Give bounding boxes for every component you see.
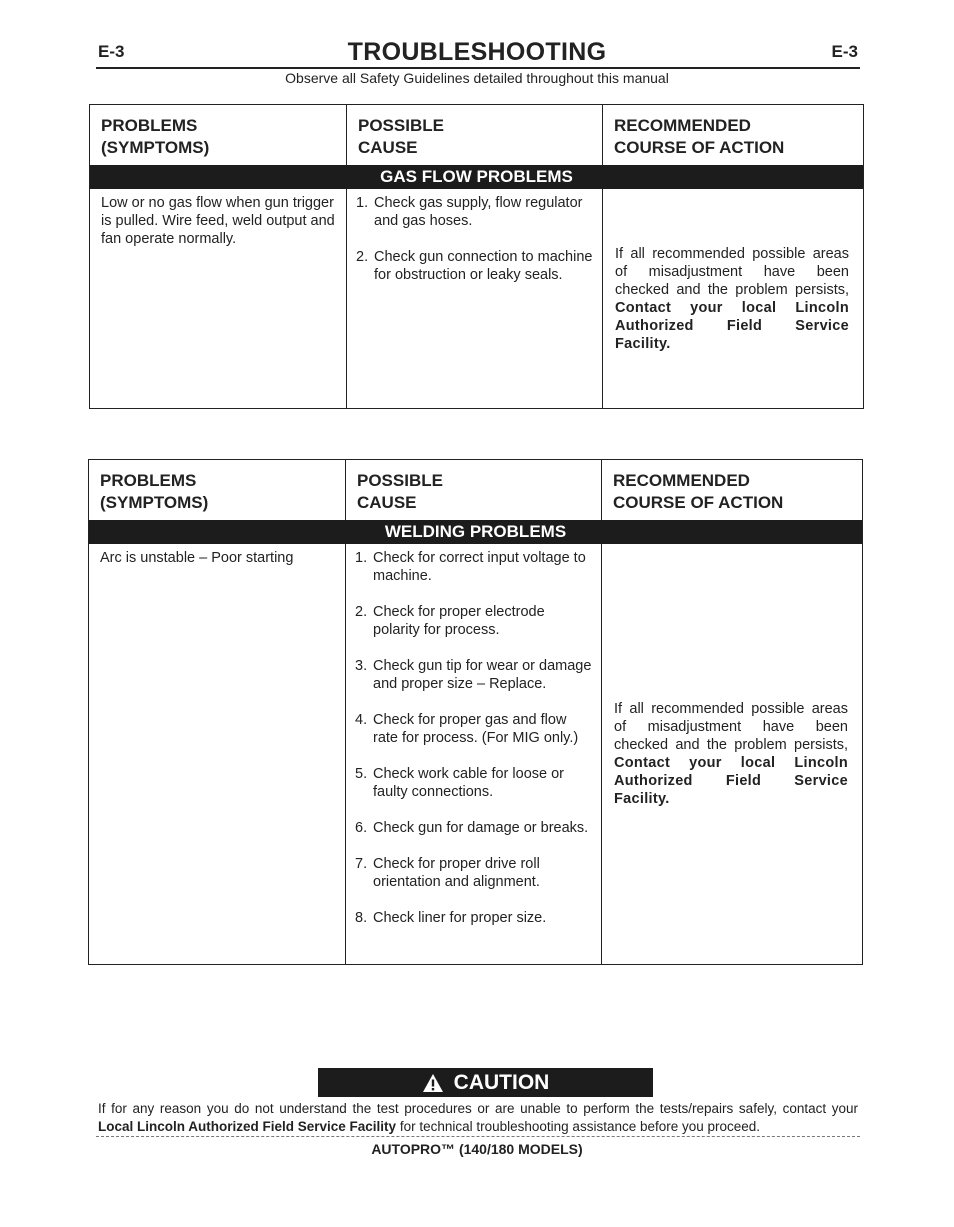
- list-item-number: 1.: [355, 550, 368, 566]
- list-item-text: Check for proper electrode polarity for process.: [373, 604, 545, 638]
- cause-cell: [347, 189, 603, 408]
- list-item-text: Check for proper drive roll orientation and alignment.: [373, 856, 540, 890]
- action-paragraph: [614, 700, 848, 808]
- footer-divider: [96, 1136, 860, 1137]
- list-item: [356, 248, 594, 284]
- list-item: [356, 194, 594, 230]
- action-cell: [603, 189, 863, 408]
- list-item: [355, 855, 593, 891]
- page-number-left: E-3: [98, 42, 125, 61]
- caution-text-before: If for any reason you do not understand the test procedures or are unable to perform the tests/repairs safely, contact your: [98, 1101, 858, 1116]
- header-action: RECOMMENDED COURSE OF ACTION: [613, 471, 784, 512]
- gas-flow-table: [89, 104, 864, 409]
- list-item-number: 2.: [356, 249, 369, 265]
- caution-label: CAUTION: [453, 1070, 550, 1094]
- list-item: [355, 765, 593, 801]
- list-item-text: Check for correct input voltage to machine.: [373, 550, 586, 584]
- table-header-row: [90, 105, 863, 165]
- list-item: [355, 657, 593, 693]
- list-item-text: Check gun tip for wear or damage and proper size – Replace.: [373, 658, 592, 692]
- list-item: [355, 603, 593, 639]
- list-item-text: Check for proper gas and flow rate for process. (For MIG only.): [373, 712, 579, 746]
- list-item-text: Check gun connection to machine for obstruction or leaky seals.: [374, 249, 593, 283]
- page-number-right: E-3: [831, 42, 858, 61]
- header-action: RECOMMENDED COURSE OF ACTION: [614, 116, 785, 157]
- caution-banner: [318, 1068, 653, 1097]
- action-text: If all recommended possible areas of misadjustment have been checked and the problem persists,: [614, 701, 848, 753]
- section-band-gas-flow: GAS FLOW PROBLEMS: [90, 165, 863, 189]
- warning-triangle-icon: [422, 1073, 444, 1093]
- list-item-number: 8.: [355, 910, 368, 926]
- action-contact: Contact your local Lincoln Authorized Field Service Facility.: [614, 755, 848, 807]
- list-item-number: 1.: [356, 195, 369, 211]
- header-problems: PROBLEMS (SYMPTOMS): [89, 460, 346, 520]
- list-item-number: 3.: [355, 658, 368, 674]
- table-row: [89, 544, 862, 964]
- cause-cell: [346, 544, 602, 964]
- list-item-number: 5.: [355, 766, 368, 782]
- caution-text-bold: Local Lincoln Authorized Field Service Facility: [98, 1119, 397, 1134]
- cause-list: [355, 549, 593, 927]
- list-item-number: 6.: [355, 820, 368, 836]
- header-cause: POSSIBLE CAUSE: [347, 105, 603, 165]
- list-item-text: Check gun for damage or breaks.: [373, 820, 589, 836]
- caution-text-after: for technical troubleshooting assistance before you proceed.: [399, 1119, 761, 1134]
- welding-table: [88, 459, 863, 965]
- action-cell: [602, 544, 862, 964]
- section-band-welding: WELDING PROBLEMS: [89, 520, 862, 544]
- action-text: If all recommended possible areas of misadjustment have been checked and the problem persists,: [615, 245, 849, 298]
- action-paragraph: [615, 245, 849, 353]
- caution-message: [98, 1100, 858, 1136]
- problem-cell: Arc is unstable – Poor starting: [89, 544, 346, 964]
- list-item-number: 2.: [355, 604, 368, 620]
- list-item-text: Check liner for proper size.: [373, 910, 547, 926]
- action-contact: Contact your local Lincoln Authorized Field Service Facility.: [615, 299, 849, 352]
- list-item-text: Check gas supply, flow regulator and gas hoses.: [374, 195, 583, 229]
- footer-model: AUTOPRO™ (140/180 MODELS): [371, 1141, 583, 1157]
- header-problems: PROBLEMS (SYMPTOMS): [90, 105, 347, 165]
- list-item: [355, 549, 593, 585]
- problem-cell: Low or no gas flow when gun trigger is pulled. Wire feed, weld output and fan operate normally.: [90, 189, 347, 408]
- list-item: [355, 819, 593, 837]
- list-item: [355, 909, 593, 927]
- table-header-row: [89, 460, 862, 520]
- cause-list: [356, 194, 594, 284]
- table-row: [90, 189, 863, 408]
- title-divider: [96, 67, 860, 69]
- safety-subtitle: Observe all Safety Guidelines detailed throughout this manual: [285, 70, 669, 86]
- list-item: [355, 711, 593, 747]
- page-title: TROUBLESHOOTING: [347, 38, 607, 66]
- list-item-text: Check work cable for loose or faulty connections.: [373, 766, 564, 800]
- list-item-number: 7.: [355, 856, 368, 872]
- list-item-number: 4.: [355, 712, 368, 728]
- header-cause: POSSIBLE CAUSE: [346, 460, 602, 520]
